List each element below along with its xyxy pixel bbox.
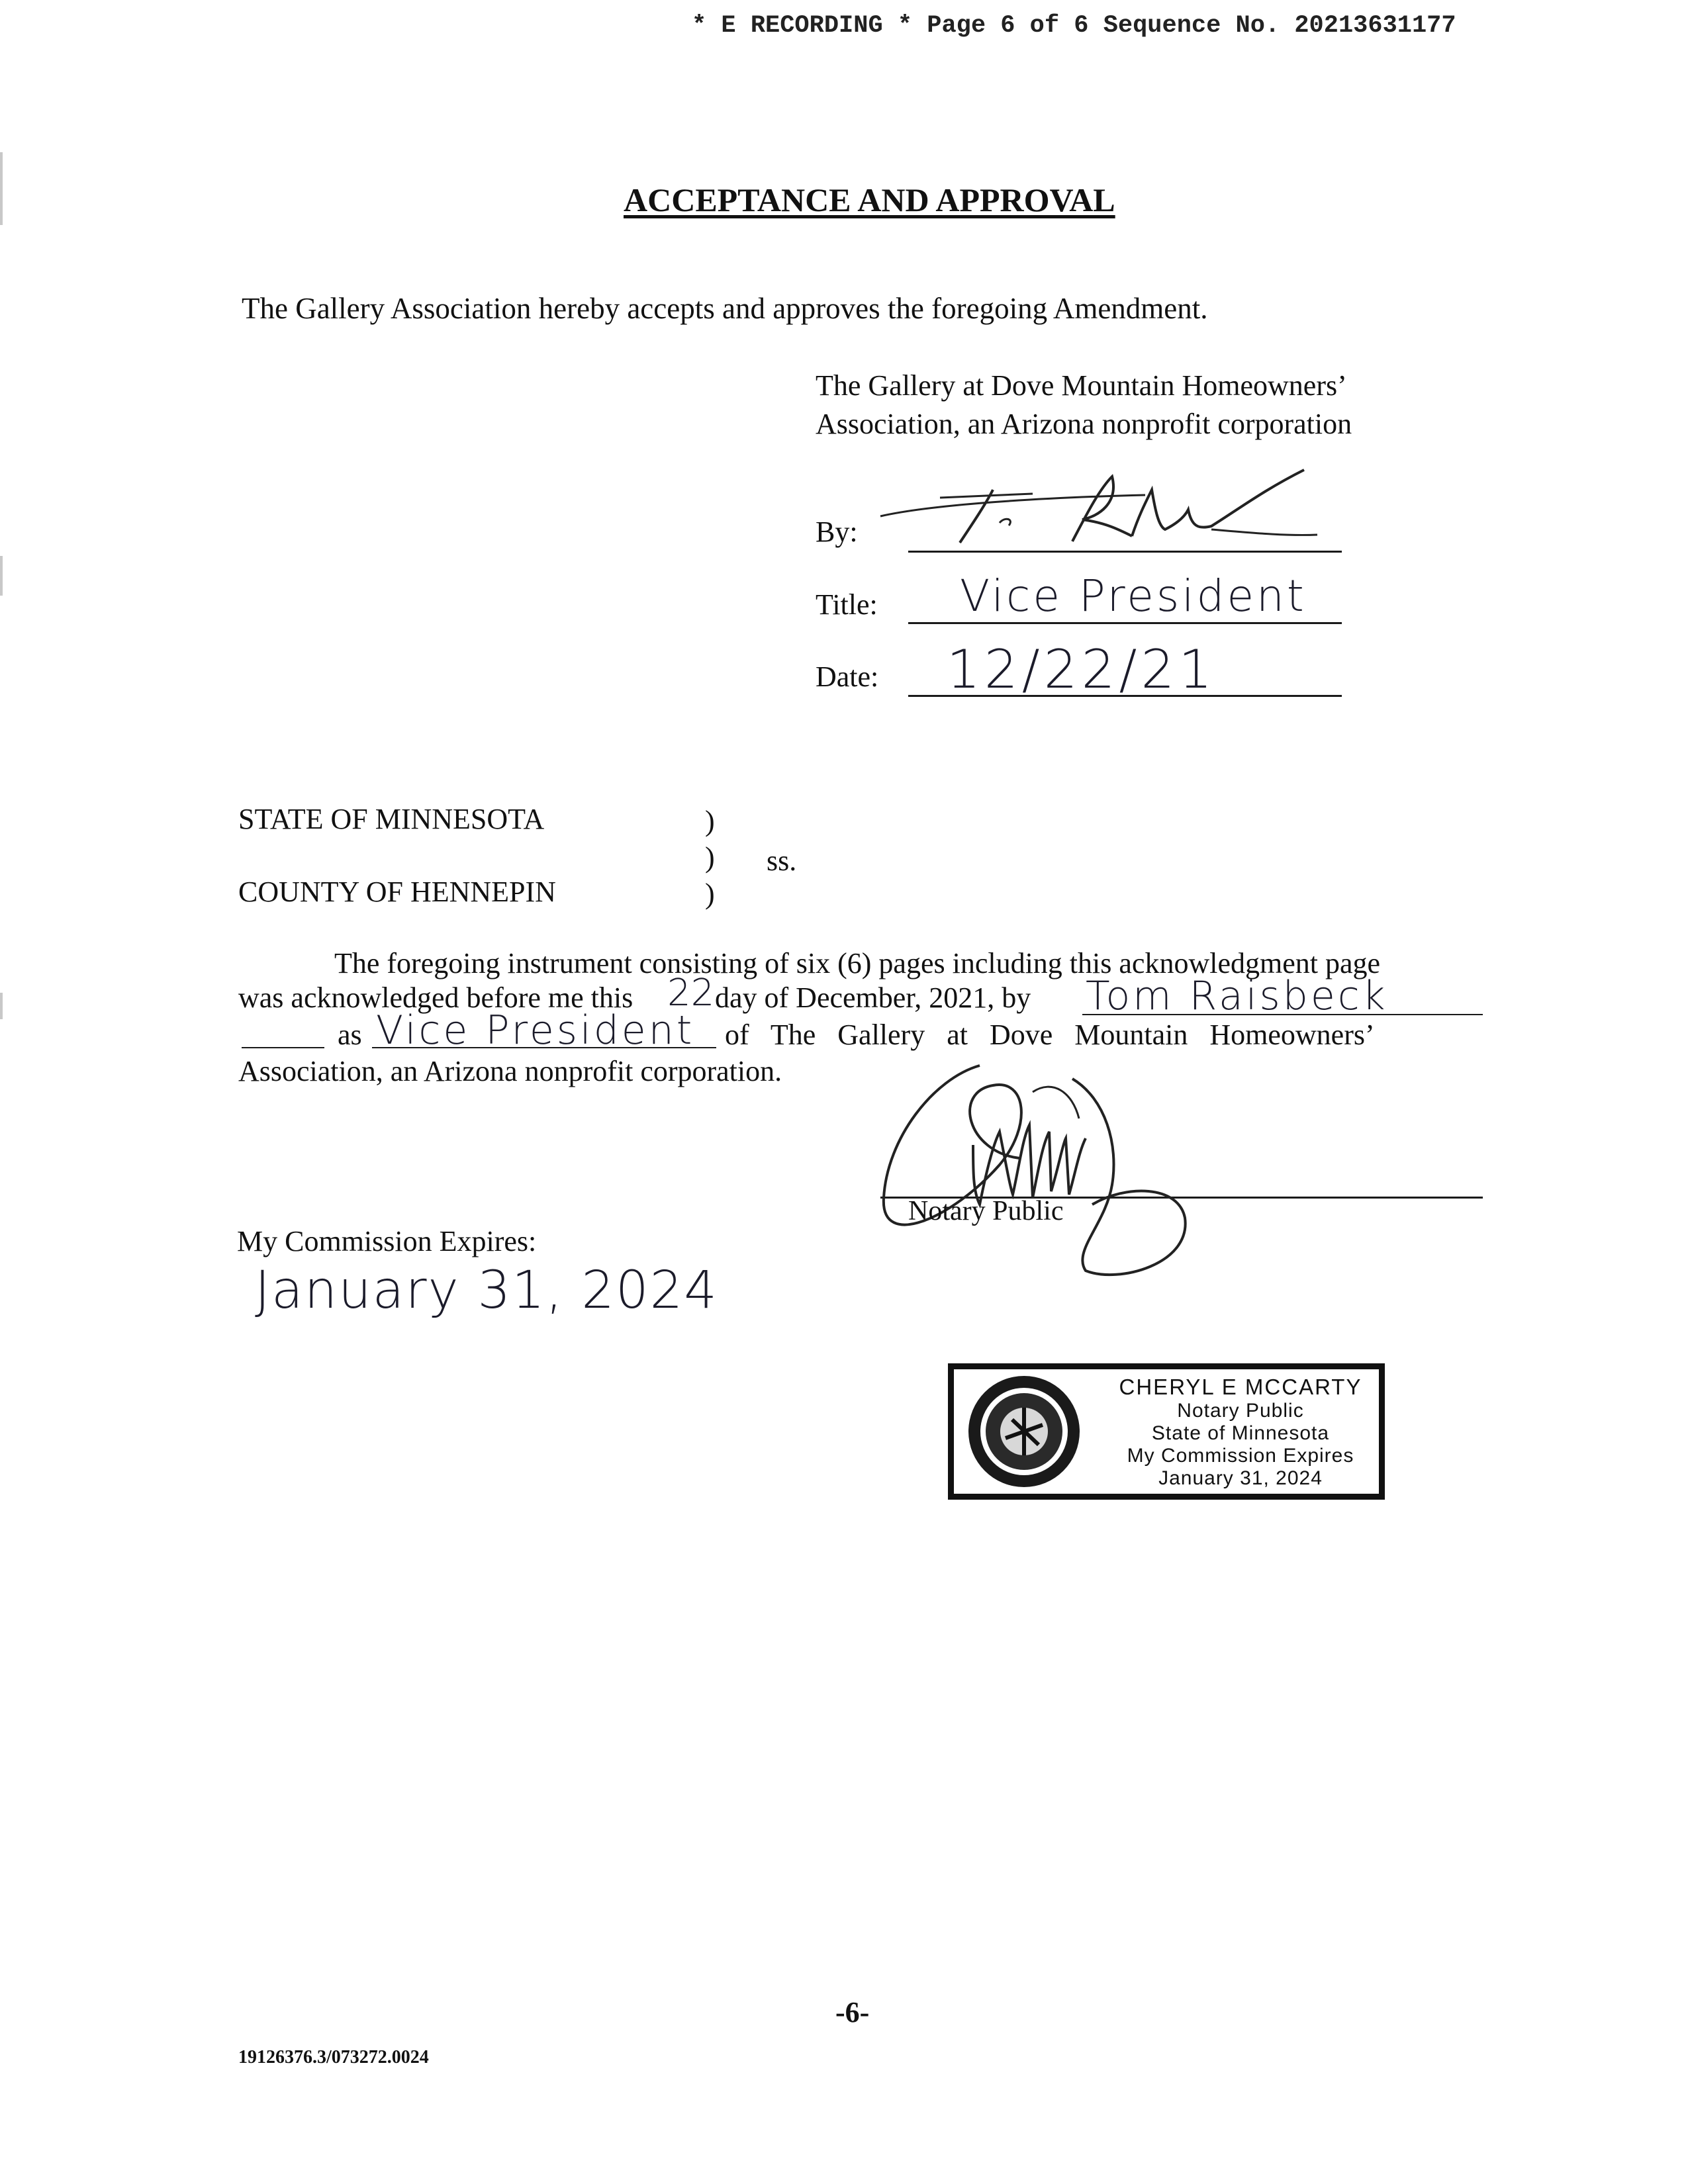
notary-seal-icon — [966, 1373, 1082, 1490]
entity-name-line1: The Gallery at Dove Mountain Homeowners’ — [816, 369, 1347, 402]
page-number: -6- — [835, 1996, 870, 2028]
acknowledgment-as: as — [338, 1019, 362, 1051]
acknowledgment-line2-prefix: was acknowledged before me this — [238, 981, 633, 1014]
stamp-notary-name: CHERYL E MCCARTY — [1119, 1375, 1362, 1399]
acknowledgment-role-handwritten: Vice President — [376, 1007, 695, 1054]
venue-county: COUNTY OF HENNEPIN — [238, 876, 556, 908]
document-title: ACCEPTANCE AND APPROVAL — [624, 181, 1115, 218]
venue-paren-2: ) — [705, 841, 715, 874]
entity-name-line2: Association, an Arizona nonprofit corporation — [816, 408, 1352, 440]
date-label: Date: — [816, 660, 879, 693]
commission-expires-handwritten: January 31, 2024 — [255, 1261, 718, 1320]
acknowledgment-line3-suffix: of The Gallery at Dove Mountain Homeowners’ — [725, 1019, 1375, 1051]
commission-expires-label: My Commission Expires: — [237, 1225, 537, 1257]
recording-header: * E RECORDING * Page 6 of 6 Sequence No. 20213631177 — [692, 12, 1456, 40]
acknowledgment-line2-middle: day of December, 2021, by — [715, 981, 1031, 1014]
acknowledgment-name-handwritten: Tom Raisbeck — [1086, 973, 1388, 1019]
title-field-line — [908, 622, 1342, 624]
notary-stamp — [948, 1363, 1385, 1500]
date-value-handwritten: 12/22/21 — [947, 639, 1217, 700]
scan-edge-mark — [0, 993, 3, 1019]
notary-public-label: Notary Public — [908, 1196, 1064, 1226]
stamp-line-expiry-date: January 31, 2024 — [1158, 1467, 1323, 1489]
stamp-line-state: State of Minnesota — [1151, 1422, 1330, 1444]
scan-edge-mark — [0, 152, 3, 225]
stamp-line-notary-public: Notary Public — [1177, 1400, 1304, 1422]
venue-paren-1: ) — [705, 805, 715, 837]
document-id: 19126376.3/073272.0024 — [238, 2047, 429, 2068]
acknowledgment-blank-line — [242, 1047, 324, 1048]
acceptance-statement: The Gallery Association hereby accepts and approves the foregoing Amendment. — [242, 292, 1208, 325]
scan-edge-mark — [0, 556, 3, 596]
officer-signature — [854, 463, 1331, 556]
title-value-handwritten: Vice President — [960, 570, 1307, 621]
by-label: By: — [816, 516, 858, 548]
acknowledgment-day-handwritten: 22 — [667, 972, 715, 1015]
stamp-line-commission: My Commission Expires — [1127, 1445, 1354, 1467]
notary-signature — [874, 1052, 1205, 1277]
venue-ss: ss. — [767, 844, 797, 877]
acknowledgment-line4: Association, an Arizona nonprofit corporation. — [238, 1055, 782, 1087]
venue-state: STATE OF MINNESOTA — [238, 803, 545, 835]
venue-paren-3: ) — [705, 878, 715, 910]
acknowledgment-line1: The foregoing instrument consisting of six (6) pages including this acknowledgment page — [334, 947, 1381, 979]
title-label: Title: — [816, 588, 878, 621]
